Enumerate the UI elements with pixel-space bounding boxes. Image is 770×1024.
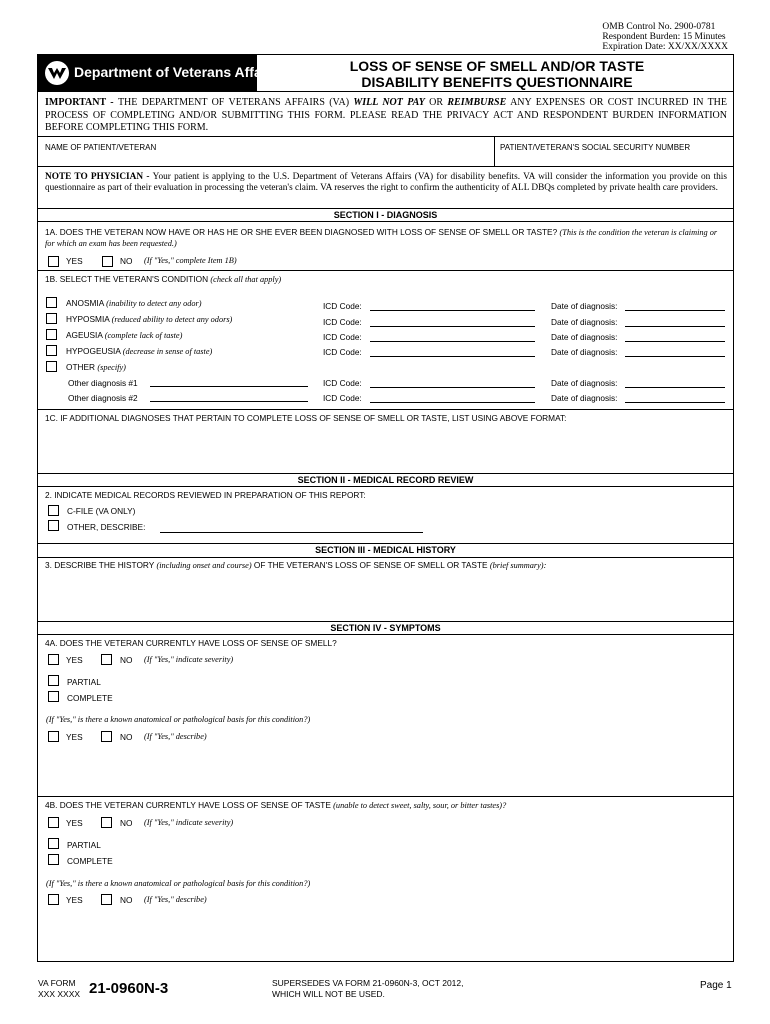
title-line-1: LOSS OF SENSE OF SMELL AND/OR TASTE [349,58,645,74]
question-1a [45,227,725,249]
q4a-partial-label: PARTIAL [67,677,101,687]
q1a-note: (If "Yes," complete Item 1B) [144,256,237,265]
omb-info [602,22,728,52]
q4a-basis-yes-checkbox[interactable] [48,731,59,742]
important-text-1: THE DEPARTMENT OF VETERANS AFFAIRS (VA) [117,97,354,108]
question-3 [45,560,725,571]
divider [37,221,734,222]
other-checkbox[interactable] [46,361,57,372]
form-date: XXX XXXX [38,989,81,999]
icd-code-input[interactable] [370,356,535,357]
will-not-pay: WILL NOT PAY [353,97,425,108]
field-divider [494,137,495,166]
important-notice [45,97,727,135]
section-3-title: SECTION III - MEDICAL HISTORY [315,545,456,555]
footer-form-label [38,978,80,1000]
q4b-basis-question: (If "Yes," is there a known anatomical or pathological basis for this condition?) [46,879,311,888]
expiration-date: Expiration Date: XX/XX/XXXX [602,42,728,52]
q1b-text: 1B. SELECT THE VETERAN'S CONDITION [45,274,211,284]
q4a-no-label: NO [120,655,133,665]
date-of-diagnosis-label: Date of diagnosis: [551,301,618,311]
q1b-italic: (check all that apply) [210,275,282,284]
name-label: NAME OF PATIENT/VETERAN [45,143,157,152]
date-of-diagnosis-label: Date of diagnosis: [551,378,618,388]
q4b-basis-yes-label: YES [66,895,83,905]
q4b-partial-checkbox[interactable] [48,838,59,849]
ageusia-label [66,330,182,340]
date-of-diagnosis-label: Date of diagnosis: [551,347,618,357]
icd-code-input[interactable] [370,326,535,327]
anosmia-checkbox[interactable] [46,297,57,308]
divider [37,557,734,558]
form-title [260,58,734,90]
q4b-basis-no-label: NO [120,895,133,905]
date-of-diagnosis-input[interactable] [625,387,725,388]
icd-code-label: ICD Code: [323,347,362,357]
va-seal-icon [44,60,70,86]
date-of-diagnosis-input[interactable] [625,341,725,342]
hypogeusia-checkbox[interactable] [46,345,57,356]
q4b-basis-no-checkbox[interactable] [101,894,112,905]
q4b-yes-label: YES [66,818,83,828]
date-of-diagnosis-input[interactable] [625,326,725,327]
note-to-physician [45,172,727,194]
question-4b [45,800,725,811]
reimburse: REIMBURSE [447,97,507,108]
divider [37,796,734,797]
condition-name: AGEUSIA [66,330,105,340]
question-1c: 1C. IF ADDITIONAL DIAGNOSES THAT PERTAIN TO COMPLETE LOSS OF SENSE OF SMELL OR TASTE, LIST USING ABOVE FORMAT: [45,413,567,423]
other-diagnosis-1-label: Other diagnosis #1 [68,378,138,388]
q4b-severity-note: (If "Yes," indicate severity) [144,818,234,827]
q4a-basis-question: (If "Yes," is there a known anatomical or pathological basis for this condition?) [46,715,311,724]
q4b-yes-checkbox[interactable] [48,817,59,828]
divider [37,270,734,271]
page-number: Page 1 [700,980,732,991]
department-name: Department of Veterans Affairs [74,64,279,80]
condition-desc: (inability to detect any odor) [106,299,202,308]
q3-response-area[interactable] [40,573,730,618]
divider [37,486,734,487]
divider [37,166,734,167]
other-records-input[interactable] [160,532,423,533]
icd-code-input[interactable] [370,387,535,388]
hypogeusia-label [66,346,212,356]
title-line-2: DISABILITY BENEFITS QUESTIONNAIRE [361,74,633,90]
icd-code-input[interactable] [370,402,535,403]
q3-mid: OF THE VETERAN'S LOSS OF SENSE OF SMELL OR TASTE [251,560,490,570]
q4b-describe-note: (If "Yes," describe) [144,895,207,904]
other-diagnosis-2-label: Other diagnosis #2 [68,393,138,403]
condition-name: ANOSMIA [66,298,107,308]
other-text: OTHER [66,362,98,372]
q4a-complete-checkbox[interactable] [48,691,59,702]
q4a-no-checkbox[interactable] [101,654,112,665]
q1a-italic: (This is the condition the veteran is claiming or for which an exam has been requested.) [45,228,718,248]
divider [37,634,734,635]
ageusia-checkbox[interactable] [46,329,57,340]
question-4a: 4A. DOES THE VETERAN CURRENTLY HAVE LOSS OF SENSE OF SMELL? [45,638,337,648]
other-records-checkbox[interactable] [48,520,59,531]
ssn-label: PATIENT/VETERAN'S SOCIAL SECURITY NUMBER [500,143,691,152]
q4a-basis-no-checkbox[interactable] [101,731,112,742]
anosmia-label [66,298,202,308]
q4a-severity-note: (If "Yes," indicate severity) [144,655,234,664]
q4a-partial-checkbox[interactable] [48,675,59,686]
other-diagnosis-2-input[interactable] [150,401,308,402]
icd-code-label: ICD Code: [323,332,362,342]
q4a-basis-no-label: NO [120,732,133,742]
question-1b [45,274,725,285]
q4b-partial-label: PARTIAL [67,840,101,850]
note-text: Your patient is applying to the U.S. Department of Veterans Affairs (VA) for disability benefits. VA will consider the information you provide on this questionnaire as part of their evaluation in processing the veteran's claim. VA reserves the right to confirm the authenticity of ALL DBQs completed by private health care providers. [45,172,728,193]
c-file-checkbox[interactable] [48,505,59,516]
condition-desc: (reduced ability to detect any odors) [111,315,233,324]
other-diagnosis-1-input[interactable] [150,386,308,387]
q4b-text: 4B. DOES THE VETERAN CURRENTLY HAVE LOSS OF SENSE OF TASTE [45,800,334,810]
icd-code-input[interactable] [370,341,535,342]
date-of-diagnosis-label: Date of diagnosis: [551,317,618,327]
section-1-title: SECTION I - DIAGNOSIS [333,210,438,220]
hyposmia-label [66,314,232,324]
q4a-describe-area[interactable] [40,746,730,793]
icd-code-label: ICD Code: [323,317,362,327]
divider [37,409,734,410]
supersedes-line-1: SUPERSEDES VA FORM 21-0960N-3, OCT 2012, [272,978,464,988]
condition-name: HYPOSMIA [66,314,112,324]
q4a-describe-note: (If "Yes," describe) [144,732,207,741]
other-records-label: OTHER, DESCRIBE: [67,522,146,532]
q1c-response-area[interactable] [40,426,730,470]
important-or: OR [424,97,448,108]
date-of-diagnosis-label: Date of diagnosis: [551,332,618,342]
name-input[interactable] [40,154,492,166]
respondent-burden: Respondent Burden: 15 Minutes [602,32,726,42]
q4a-yes-checkbox[interactable] [48,654,59,665]
q1a-no-label: NO [120,256,133,266]
va-logo [38,55,279,91]
q4b-no-label: NO [120,818,133,828]
q1a-yes-checkbox[interactable] [48,256,59,267]
other-italic: (specify) [97,363,126,372]
q4b-basis-yes-checkbox[interactable] [48,894,59,905]
q4b-complete-checkbox[interactable] [48,854,59,865]
va-form-label: VA FORM [38,978,76,988]
q4b-complete-label: COMPLETE [67,856,113,866]
date-of-diagnosis-input[interactable] [625,310,725,311]
note-lead: NOTE TO PHYSICIAN - [45,172,153,182]
section-2-title: SECTION II - MEDICAL RECORD REVIEW [297,475,474,485]
date-of-diagnosis-label: Date of diagnosis: [551,393,618,403]
q3-italic-2: (brief summary): [489,561,547,570]
q1a-yes-label: YES [66,256,83,266]
omb-control: OMB Control No. 2900-0781 [602,22,716,32]
icd-code-label: ICD Code: [323,393,362,403]
supersedes-note [272,978,463,1000]
q4a-yes-label: YES [66,655,83,665]
icd-code-label: ICD Code: [323,301,362,311]
q4b-no-checkbox[interactable] [101,817,112,828]
section-4-title: SECTION IV - SYMPTOMS [330,623,441,633]
question-2: 2. INDICATE MEDICAL RECORDS REVIEWED IN PREPARATION OF THIS REPORT: [45,490,366,500]
q3-text: 3. DESCRIBE THE HISTORY [45,560,157,570]
q1a-no-checkbox[interactable] [102,256,113,267]
c-file-label: C-FILE (VA ONLY) [67,506,136,516]
divider [37,91,734,92]
icd-code-label: ICD Code: [323,378,362,388]
other-label [66,362,126,372]
condition-desc: (complete lack of taste) [104,331,183,340]
form-number: 21-0960N-3 [89,980,169,997]
q4a-complete-label: COMPLETE [67,693,113,703]
q4b-italic: (unable to detect sweet, salty, sour, or bitter tastes)? [333,801,507,810]
q1a-text: 1A. DOES THE VETERAN NOW HAVE OR HAS HE OR SHE EVER BEEN DIAGNOSED WITH LOSS OF SENSE OF SMELL OR TASTE? [45,227,560,237]
divider [37,136,734,137]
important-lead: IMPORTANT - [45,97,118,108]
condition-name: HYPOGEUSIA [66,346,123,356]
icd-code-input[interactable] [370,310,535,311]
date-of-diagnosis-input[interactable] [625,356,725,357]
important-text-2: ANY EXPENSES OR COST INCURRED IN THE PROCESS OF COMPLETING AND/OR SUBMITTING THIS FORM. PLEASE READ THE PRIVACY ACT AND RESPONDENT BURDEN INFORMATION BEFORE COMPLETING THIS FORM. [45,97,728,133]
supersedes-line-2: WHICH WILL NOT BE USED. [272,989,385,999]
ssn-input[interactable] [497,154,731,166]
date-of-diagnosis-input[interactable] [625,402,725,403]
hyposmia-checkbox[interactable] [46,313,57,324]
q3-italic-1: (including onset and course) [156,561,252,570]
q4a-basis-yes-label: YES [66,732,83,742]
q4b-describe-area[interactable] [40,909,730,959]
condition-desc: (decrease in sense of taste) [122,347,213,356]
